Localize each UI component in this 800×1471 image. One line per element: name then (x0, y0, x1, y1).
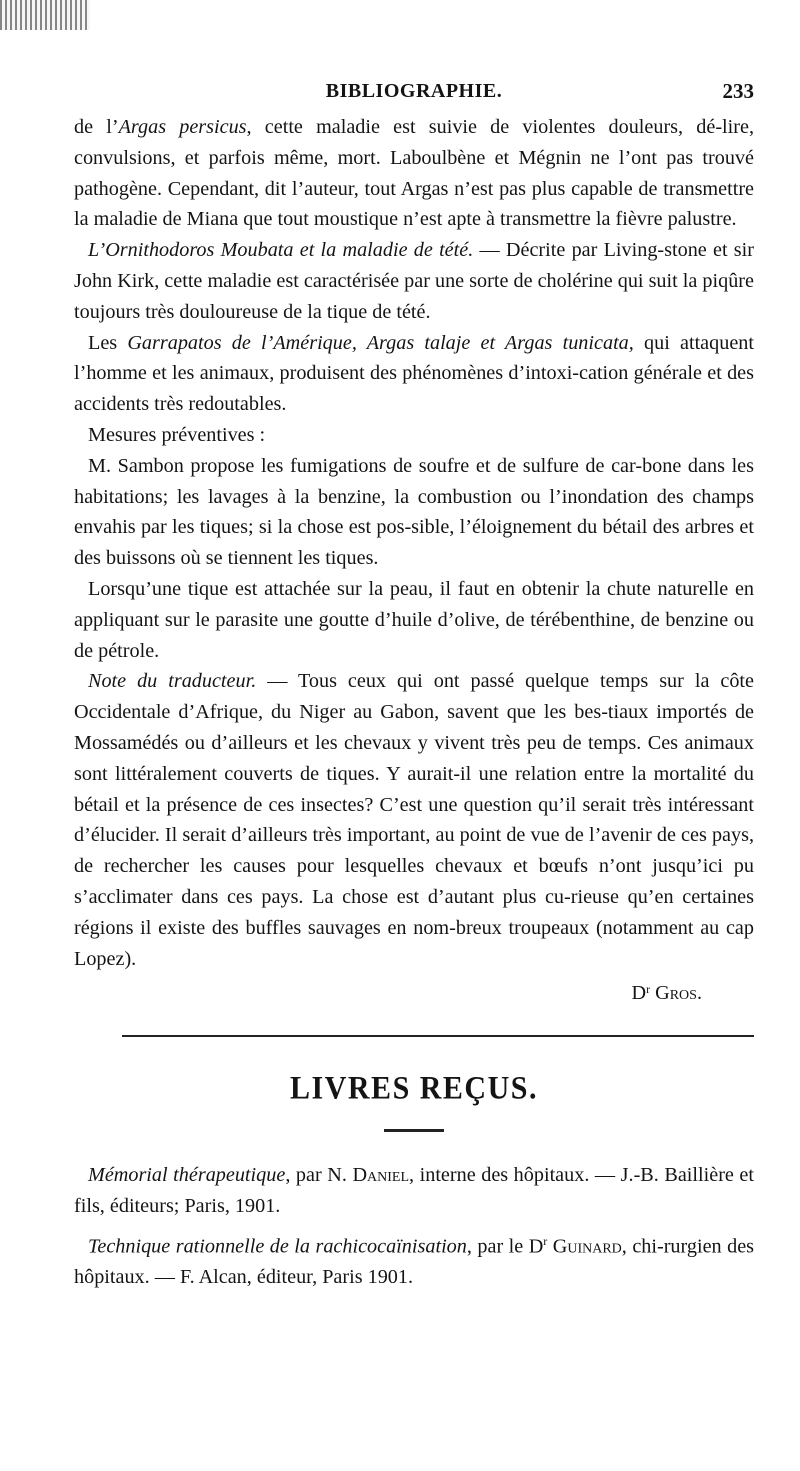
books-list (74, 1160, 754, 1293)
running-head (74, 76, 754, 112)
title-underline (384, 1129, 444, 1132)
book-2-title: Technique rationnelle de la rachicocaïnisation (88, 1235, 467, 1258)
p3-italic: Garrapatos de l’Amérique, Argas talaje et Argas tunicata, (127, 331, 634, 354)
paragraph-2 (74, 235, 754, 327)
p2-text: — Décrite par Living-stone et sir John Kirk, cette maladie est caractérisée par une sorte de cholérine qui suit la piqûre toujours très douloureuse de la tique de tété. (74, 239, 754, 323)
signature-name: Gros. (655, 982, 702, 1005)
paragraph-3 (74, 328, 754, 420)
section-divider (122, 1035, 754, 1037)
book-2-rest: , chi-rurgien des hôpitaux. — F. Alcan, éditeur, Paris 1901. (74, 1235, 755, 1289)
p7-italic: Note du traducteur. (88, 670, 257, 693)
signature-prefix: D (631, 982, 647, 1005)
section-title: LIVRES REÇUS. (290, 1070, 538, 1107)
book-1-rest: , interne des hôpitaux. — J.-B. Baillière et fils, éditeurs; Paris, 1901. (74, 1164, 754, 1217)
p1-italic: Argas persicus (118, 116, 247, 138)
p1-text: , cette maladie est suivie de violentes douleurs, dé-lire, convulsions, et parfois même, mort. Laboulbène et Mégnin ne l’ont pas trouvé pathogène. Cependant, dit l’auteur, tout Argas n’est pas plus capable de transmettre la maladie de Miana que tout moustique n’est apte à transmettre la fièvre palustre. (74, 116, 754, 231)
book-2-author: Guinard (552, 1235, 622, 1258)
book-1-author: Daniel (352, 1164, 410, 1187)
scan-edge-artifact (0, 0, 90, 30)
paragraph-1 (74, 112, 754, 235)
p2-italic: L’Ornithodoros Moubata et la maladie de tété. (88, 239, 474, 262)
book-1-title: Mémorial thérapeutique (88, 1164, 286, 1187)
book-1-by: , par N. (285, 1164, 353, 1187)
p1-lead: de l’ (74, 116, 119, 138)
signature (74, 974, 754, 1009)
running-head-title: BIBLIOGRAPHIE. (325, 80, 503, 102)
p3-lead: Les (88, 331, 128, 354)
paragraph-7 (74, 666, 754, 974)
p7-text: — Tous ceux qui ont passé quelque temps sur la côte Occidentale d’Afrique, du Niger au Gabon, savent que les bes-tiaux importés de Mossamédés ou d’ailleurs et les chevaux y vivent très peu de temps. Ces animaux sont littéralement couverts de tiques. Y aurait-il une relation entre la mortalité du bétail et la présence de ces insectes? C’est une question qu’il serait très intéressant d’élucider. Il serait d’ailleurs très important, au point de vue de l’avenir de ces pays, de rechercher les causes pour lesquelles chevaux et bœufs n’ont jusqu’ici pu s’acclimater dans ces pays. La chose est d’autant plus cu-rieuse qu’en certaines régions il existe des buffles sauvages en nom-breux troupeaux (notamment au cap Lopez). (74, 670, 754, 970)
paragraph-5: M. Sambon propose les fumigations de soufre et de sulfure de car-bone dans les habitations; les lavages à la benzine, la combustion ou l’inondation des champs envahis par les tiques; si la chose est pos-sible, l’éloignement du bétail des arbres et des buissons où se tiennent les tiques. (74, 454, 754, 570)
paragraph-4: Mesures préventives : (88, 423, 266, 446)
paragraph-6: Lorsqu’une tique est attachée sur la peau, il faut en obtenir la chute naturelle en appliquant sur le parasite une goutte d’huile d’olive, de térébenthine, de benzine ou de pétrole. (74, 577, 754, 662)
signature-sup: r (646, 982, 651, 997)
book-2-sup: r (543, 1233, 548, 1248)
page-number: 233 (722, 79, 754, 103)
page (74, 76, 754, 1297)
book-entry-1 (74, 1160, 754, 1222)
p3-text: qui attaquent l’homme et les animaux, produisent des phénomènes d’intoxi-cation générale et des accidents très redoutables. (74, 331, 754, 416)
book-2-by: , par le D (466, 1235, 544, 1258)
book-entry-2 (74, 1226, 754, 1293)
